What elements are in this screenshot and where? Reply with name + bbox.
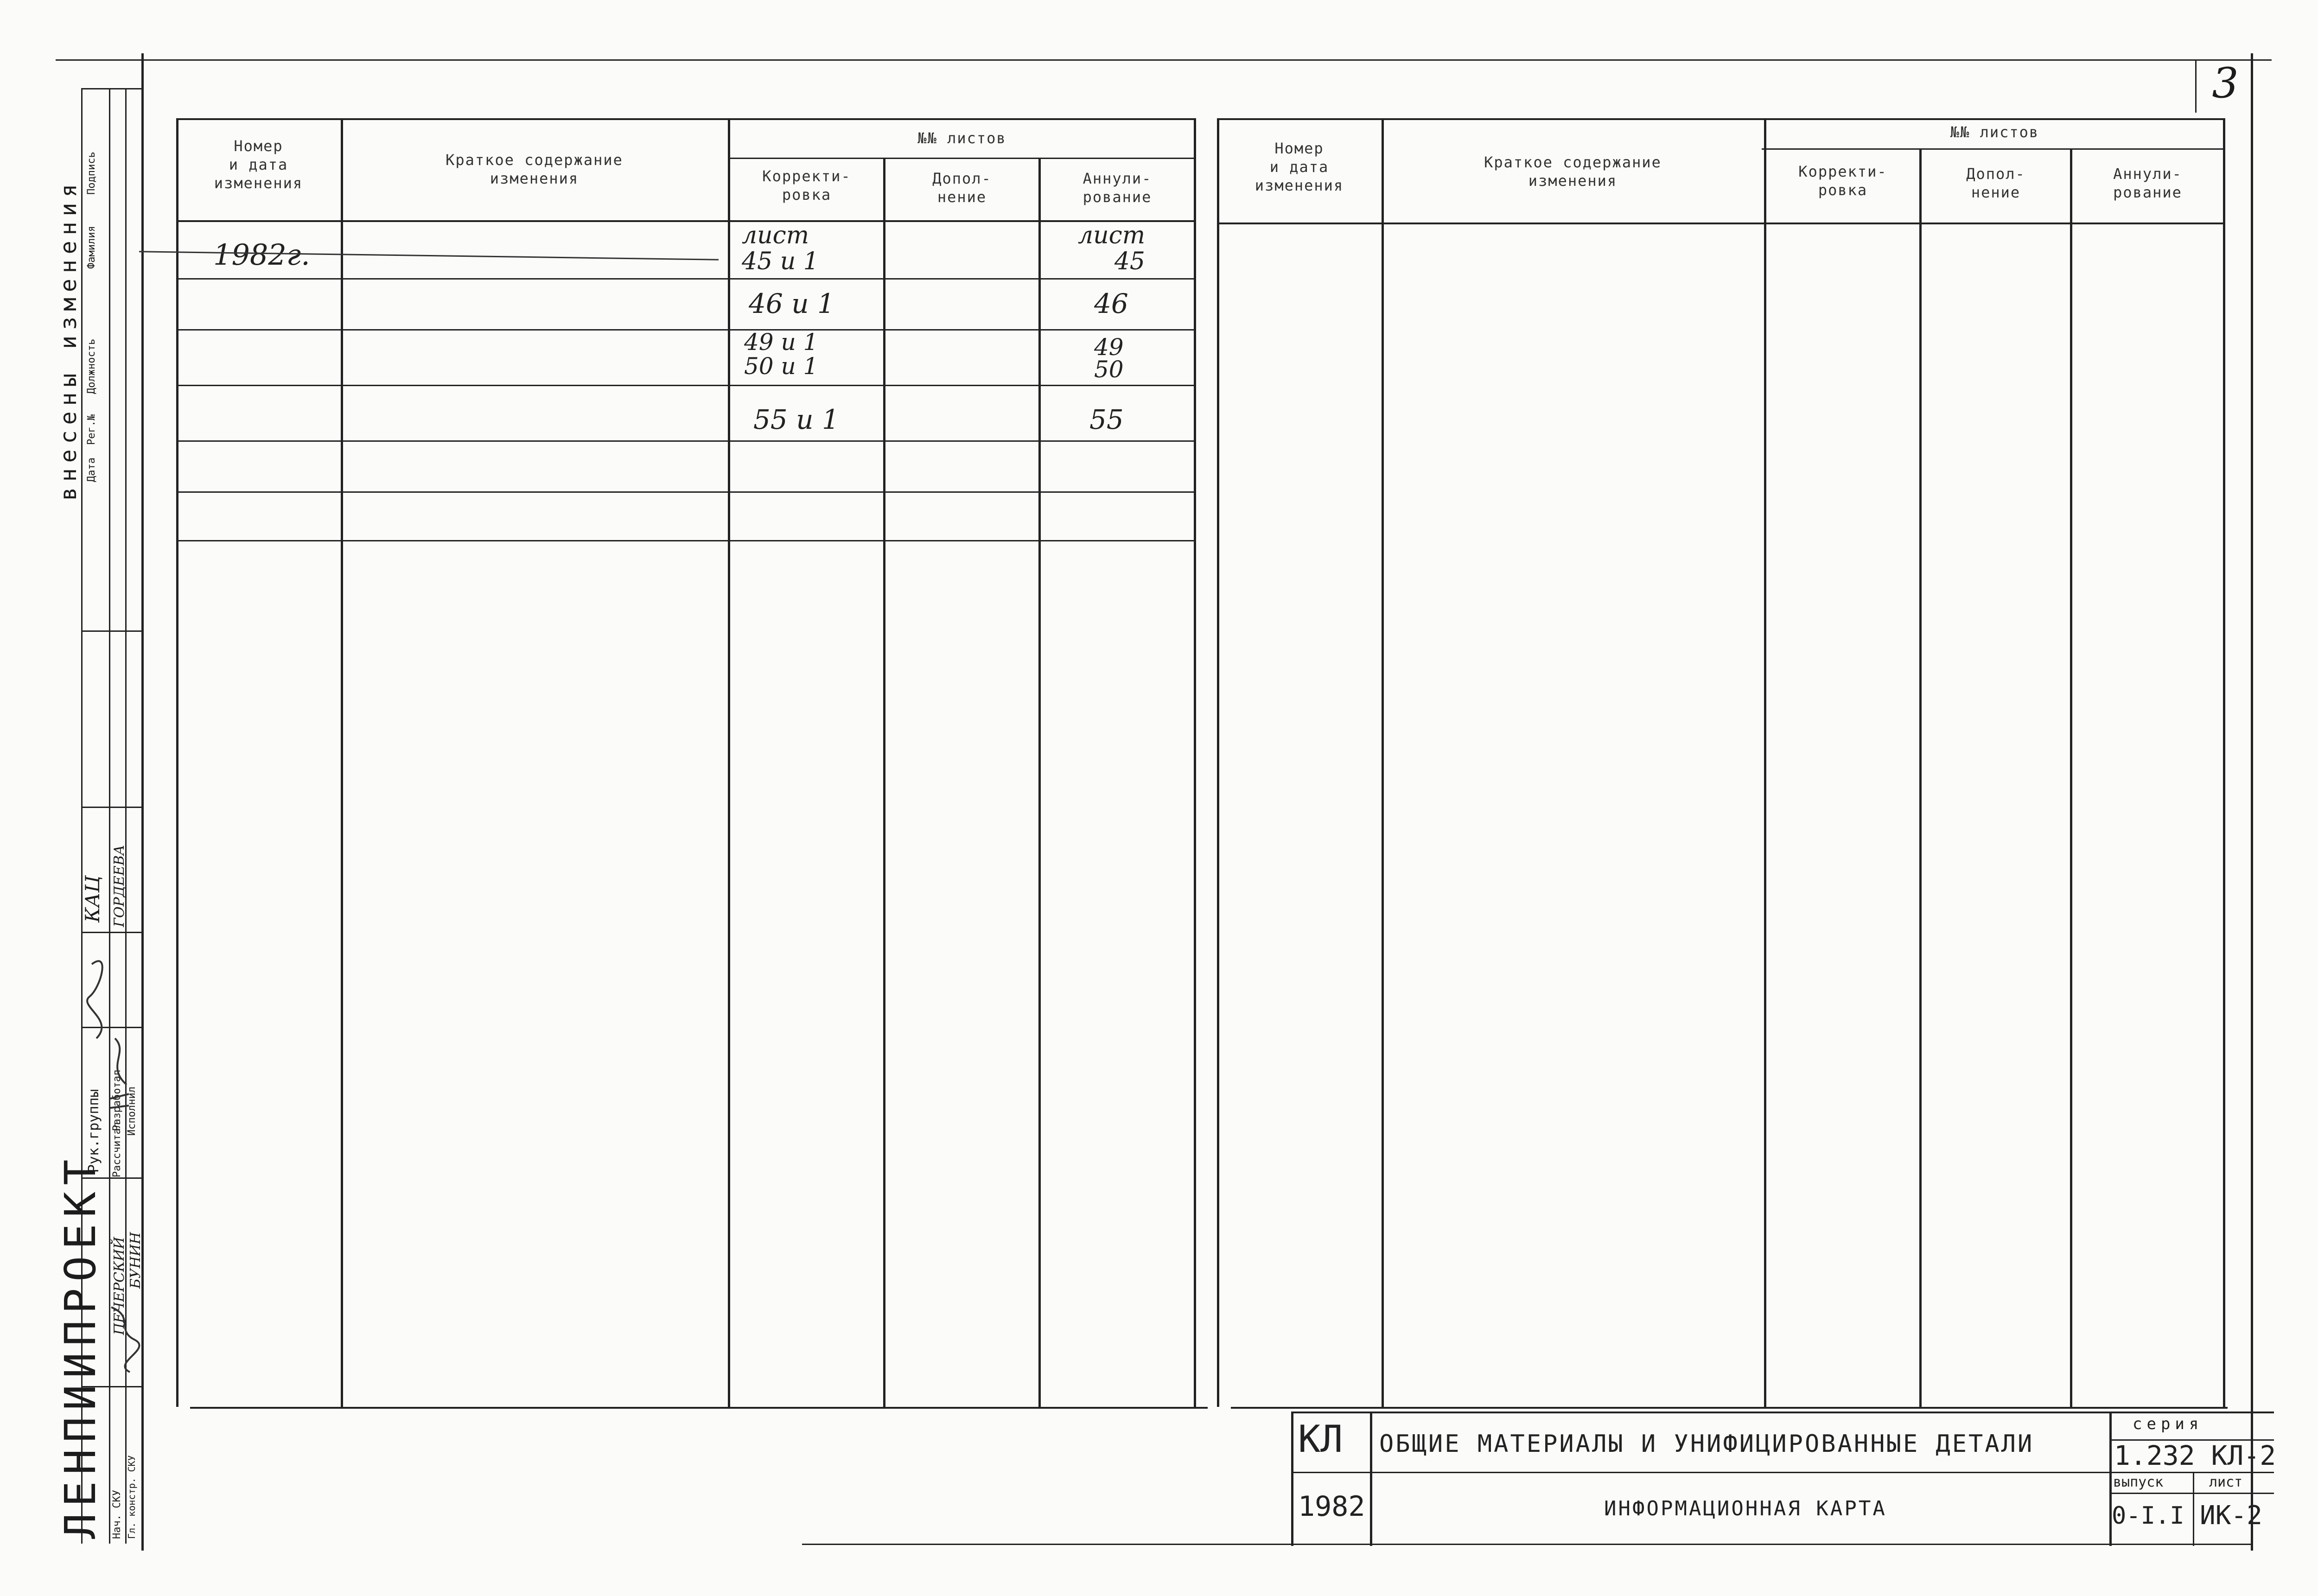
- right-table-col-line: [2223, 118, 2225, 1407]
- document-title: ОБЩИЕ МАТЕРИАЛЫ И УНИФИЦИРОВАННЫЕ ДЕТАЛИ: [1379, 1430, 2034, 1458]
- left-table-col-line: [1038, 158, 1041, 1407]
- stamp-role: Разработал: [111, 1069, 123, 1131]
- left-table-header-bottom: [176, 220, 1194, 222]
- table-row-correction: 55 и 1: [753, 404, 839, 435]
- right-header-correction: Корректи- ровка: [1798, 163, 1887, 199]
- left-table-row-line: [176, 278, 1194, 280]
- stamp-changes-column: Фамилия: [86, 226, 97, 269]
- stamp-row-line: [81, 88, 141, 89]
- left-header-change-summary: Краткое содержание изменения: [446, 151, 623, 187]
- left-table-top: [176, 118, 1194, 120]
- stamp-name: ПЕЧЕРСКИЙ: [111, 1237, 127, 1335]
- stamp-changes-column: Дата: [86, 458, 97, 482]
- stamp-changes-title: внесены изменения: [56, 178, 82, 501]
- stamp-name: КАЦ: [81, 876, 104, 922]
- left-table-row-line: [176, 491, 1194, 493]
- right-table-top: [1217, 118, 2223, 120]
- right-table-col-line: [2070, 148, 2072, 1407]
- stamp-dept-role: Гл. констр. СКУ: [126, 1455, 137, 1539]
- stamp-changes-column: Подпись: [86, 152, 97, 195]
- frame-right-line: [2251, 53, 2253, 1551]
- title-block-col: [1291, 1412, 1293, 1546]
- title-block-col: [2193, 1472, 2194, 1546]
- issue-label: выпуск: [2113, 1474, 2164, 1490]
- left-header-correction: Корректи- ровка: [762, 167, 851, 203]
- stamp-changes-column: Должность: [86, 338, 97, 394]
- title-block-top: [1291, 1412, 2274, 1413]
- left-table-bottom: [190, 1407, 1208, 1409]
- stamp-role: Исполнил: [126, 1087, 138, 1136]
- right-header-change-number: Номер и дата изменения: [1255, 140, 1344, 194]
- corner-box-line: [2195, 59, 2197, 113]
- left-header-sheets-group: №№ листов: [917, 129, 1006, 147]
- issue-value: 0-I.I: [2112, 1502, 2184, 1530]
- left-table-col-line: [1194, 118, 1196, 1407]
- left-table-row-line: [176, 385, 1194, 386]
- right-header-annulment: Аннули- рование: [2113, 165, 2182, 201]
- stamp-role: Рассчитал: [111, 1122, 123, 1177]
- left-table-subheader-line: [728, 158, 1194, 159]
- right-table-col-line: [1764, 118, 1766, 1407]
- table-row-annulment: 55: [1089, 404, 1124, 435]
- frame-top-line: [56, 59, 2272, 61]
- left-table-col-line: [341, 118, 343, 1407]
- signature-mark: [107, 1298, 144, 1381]
- right-header-sheets-group: №№ листов: [1950, 123, 2039, 141]
- right-table-subheader-line: [1762, 148, 2223, 150]
- left-header-annulment: Аннули- рование: [1083, 170, 1152, 206]
- table-row-annulment: 46: [1094, 288, 1128, 319]
- table-row-correction: 49 и 1 50 и 1: [744, 329, 818, 380]
- table-row-correction: лист 45 и 1: [742, 222, 819, 275]
- left-table-col-line: [728, 118, 730, 1407]
- stamp-changes-column: Рег.№: [86, 414, 97, 445]
- stamp-role: Рук.группы: [86, 1089, 102, 1173]
- left-header-change-number: Номер и дата изменения: [214, 137, 303, 192]
- stamp-row-line: [81, 932, 141, 933]
- table-row-annulment: лист 45: [1077, 222, 1145, 275]
- table-row-correction: 46 и 1: [749, 288, 834, 319]
- series-value: 1.232 КЛ-2: [2114, 1440, 2276, 1471]
- left-table-row-line: [176, 329, 1194, 331]
- left-table-col-line: [883, 158, 885, 1407]
- left-table-col-line: [176, 118, 178, 1407]
- document-code: КЛ: [1298, 1418, 1343, 1461]
- frame-bottom-line: [802, 1544, 2251, 1545]
- title-block-label-line: [2109, 1493, 2274, 1494]
- right-header-addition: Допол- нение: [1966, 165, 2025, 201]
- stamp-organization: ЛЕНПИИПРОЕКТ: [56, 1153, 105, 1539]
- document-subtitle: ИНФОРМАЦИОННАЯ КАРТА: [1604, 1497, 1887, 1520]
- left-table-row-line: [176, 440, 1194, 442]
- right-table-col-line: [1382, 118, 1384, 1407]
- stamp-dept-role: Нач. СКУ: [111, 1490, 123, 1539]
- sheet-corner-number: 3: [2212, 59, 2239, 108]
- signature-mark: [83, 946, 138, 1168]
- document-year: 1982: [1298, 1490, 1365, 1523]
- right-table-bottom: [1231, 1407, 2228, 1409]
- right-header-change-summary: Краткое содержание изменения: [1484, 153, 1662, 190]
- table-row-date: 1982г.: [213, 238, 310, 272]
- stamp-row-line: [81, 807, 141, 808]
- sheet-value: ИК-2: [2200, 1501, 2262, 1531]
- stamp-name: ГОРДЕЕВА: [111, 845, 127, 927]
- stamp-row-line: [81, 630, 141, 632]
- right-table-col-line: [1217, 118, 1219, 1407]
- title-block-col: [1370, 1412, 1372, 1546]
- left-table-row-line: [176, 540, 1194, 541]
- sheet-label: лист: [2209, 1474, 2243, 1490]
- right-table-col-line: [1919, 148, 1922, 1407]
- series-label: серия: [2133, 1415, 2203, 1433]
- stamp-name: БУНИН: [127, 1232, 144, 1289]
- table-row-annulment: 49 50: [1094, 334, 1124, 383]
- left-header-addition: Допол- нение: [932, 170, 992, 206]
